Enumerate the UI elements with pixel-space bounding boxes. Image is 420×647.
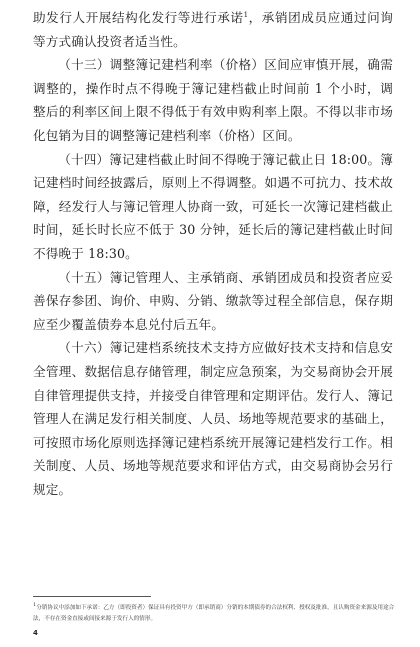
- paragraph-item-16: （十六）簿记建档系统技术支持方应做好技术支持和信息安全管理、数据信息存储管理，制定应急预案，为交易商协会开展自律管理提供支持，并接受自律管理和定期评估。发行人、簿记管理人在满足发行相关制度、人员、场地等规范要求的基础上，可按照市场化原则选择簿记建档系统开展簿记建档发行工作。相关制度、人员、场地等规范要求和评估方式，由交易商协会另行规定。: [33, 340, 393, 497]
- document-body: [33, 6, 393, 501]
- footnote-divider: [33, 596, 151, 597]
- continuation-text-after: ，承销团成员应通过问询等方式确认投资者适当性。: [33, 10, 394, 49]
- paragraph-item-15: （十五）簿记管理人、主承销商、承销团成员和投资者应妥善保存参团、询价、申购、分销、缴款等过程全部信息，保存期应至少覆盖债券本息兑付后五年。: [33, 269, 393, 332]
- paragraph-continuation: [33, 6, 393, 53]
- paragraph-item-14: （十四）簿记建档截止时间不得晚于簿记截止日 18:00。簿记建档时间经披露后，原则上不得调整。如遇不可抗力、技术故障，经发行人与簿记管理人协商一致，可延长一次簿记建档截止时间，延长时长应不低于 30 分钟，延长后的簿记建档截止时间不得晚于 18:30。: [33, 151, 393, 261]
- paragraph-item-13: （十三）调整簿记建档利率（价格）区间应审慎开展，确需调整的，操作时点不得晚于簿记建档截止时间前 1 个小时，调整后的利率区间上限不得低于有效申购利率上限。不得以非市场化包销为目的调整簿记建档利率（价格）区间。: [33, 57, 393, 143]
- footnote: [33, 603, 395, 625]
- page-number: 4: [33, 629, 38, 637]
- footnote-mark: 1: [33, 602, 37, 609]
- footnote-reference-mark: 1: [243, 10, 249, 19]
- continuation-text-before: 助发行人开展结构化发行等进行承诺: [33, 10, 244, 25]
- footnote-text: 分销协议中添加如下承诺：乙方（即投资者）保证具有投资甲方（即承销商）分销的本期债券的合法权利、授权及批准，且认购资金来源及用途合法，不存在资金直接或间接来源于发行人的情形。: [33, 605, 395, 622]
